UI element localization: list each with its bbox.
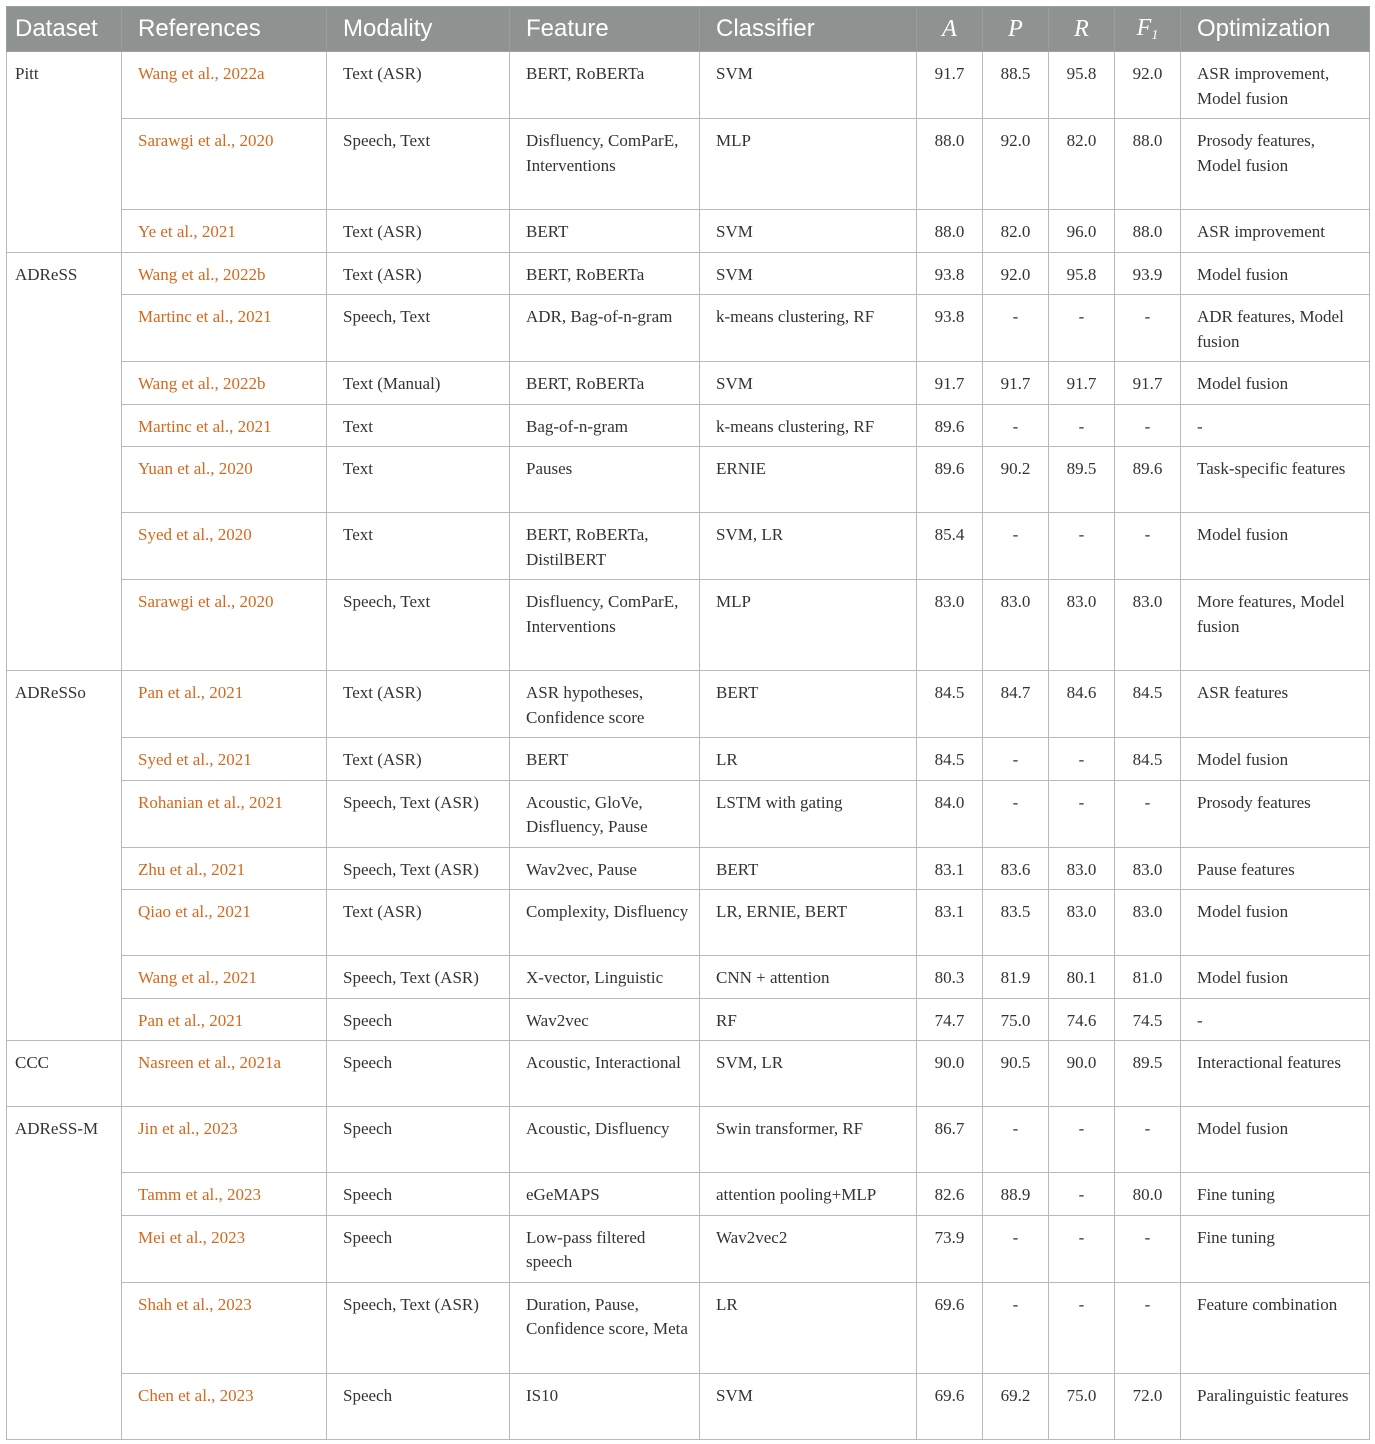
classifier-cell: attention pooling+MLP xyxy=(700,1173,917,1216)
modality-cell: Speech, Text (ASR) xyxy=(327,1282,510,1373)
reference-cell[interactable]: Tamm et al., 2023 xyxy=(122,1173,327,1216)
header-f1 xyxy=(1115,7,1181,52)
table-row xyxy=(7,998,1370,1041)
header-dataset: Dataset xyxy=(7,7,122,52)
precision-cell: 88.9 xyxy=(983,1173,1049,1216)
accuracy-cell: 90.0 xyxy=(917,1041,983,1107)
accuracy-cell: 88.0 xyxy=(917,210,983,253)
classifier-cell: k-means clustering, RF xyxy=(700,404,917,447)
classifier-cell: ERNIE xyxy=(700,447,917,513)
optimization-cell: ADR features, Model fusion xyxy=(1181,295,1370,362)
table-row xyxy=(7,210,1370,253)
precision-cell: - xyxy=(983,1107,1049,1173)
reference-cell[interactable]: Zhu et al., 2021 xyxy=(122,847,327,890)
classifier-cell: SVM xyxy=(700,52,917,119)
f1-cell: 83.0 xyxy=(1115,580,1181,671)
modality-cell: Text (Manual) xyxy=(327,362,510,405)
header-classifier: Classifier xyxy=(700,7,917,52)
accuracy-cell: 91.7 xyxy=(917,362,983,405)
precision-cell: 92.0 xyxy=(983,119,1049,210)
precision-cell: - xyxy=(983,404,1049,447)
recall-cell: - xyxy=(1049,404,1115,447)
feature-cell: Disfluency, ComParE, Interventions xyxy=(510,119,700,210)
classifier-cell: SVM xyxy=(700,252,917,295)
f1-cell: 92.0 xyxy=(1115,52,1181,119)
f1-cell: 72.0 xyxy=(1115,1373,1181,1439)
recall-cell: 82.0 xyxy=(1049,119,1115,210)
header-f1-base: F xyxy=(1136,14,1152,41)
classifier-cell: SVM xyxy=(700,1373,917,1439)
accuracy-cell: 69.6 xyxy=(917,1373,983,1439)
header-modality: Modality xyxy=(327,7,510,52)
f1-cell: 89.6 xyxy=(1115,447,1181,513)
reference-cell[interactable]: Sarawgi et al., 2020 xyxy=(122,119,327,210)
classifier-cell: k-means clustering, RF xyxy=(700,295,917,362)
accuracy-cell: 83.1 xyxy=(917,847,983,890)
feature-cell: Pauses xyxy=(510,447,700,513)
precision-cell: 91.7 xyxy=(983,362,1049,405)
dataset-cell xyxy=(7,847,122,890)
header-row xyxy=(7,7,1370,52)
table-row xyxy=(7,738,1370,781)
optimization-cell: Model fusion xyxy=(1181,362,1370,405)
optimization-cell: Task-specific features xyxy=(1181,447,1370,513)
accuracy-cell: 84.5 xyxy=(917,738,983,781)
modality-cell: Speech, Text xyxy=(327,119,510,210)
modality-cell: Text (ASR) xyxy=(327,671,510,738)
table-row xyxy=(7,1173,1370,1216)
optimization-cell: Model fusion xyxy=(1181,513,1370,580)
reference-cell[interactable]: Ye et al., 2021 xyxy=(122,210,327,253)
precision-cell: - xyxy=(983,738,1049,781)
feature-cell: Bag-of-n-gram xyxy=(510,404,700,447)
feature-cell: eGeMAPS xyxy=(510,1173,700,1216)
feature-cell: Complexity, Disfluency xyxy=(510,890,700,956)
modality-cell: Text xyxy=(327,447,510,513)
dataset-cell xyxy=(7,1173,122,1216)
dataset-cell xyxy=(7,362,122,405)
recall-cell: 90.0 xyxy=(1049,1041,1115,1107)
optimization-cell: Model fusion xyxy=(1181,738,1370,781)
f1-cell: 80.0 xyxy=(1115,1173,1181,1216)
accuracy-cell: 73.9 xyxy=(917,1215,983,1282)
precision-cell: - xyxy=(983,1215,1049,1282)
recall-cell: - xyxy=(1049,1215,1115,1282)
reference-cell[interactable]: Shah et al., 2023 xyxy=(122,1282,327,1373)
dataset-cell xyxy=(7,738,122,781)
optimization-cell: Fine tuning xyxy=(1181,1215,1370,1282)
dataset-cell xyxy=(7,1215,122,1282)
table-row xyxy=(7,513,1370,580)
recall-cell: 83.0 xyxy=(1049,890,1115,956)
accuracy-cell: 93.8 xyxy=(917,252,983,295)
recall-cell: - xyxy=(1049,513,1115,580)
feature-cell: Acoustic, GloVe, Disfluency, Pause xyxy=(510,780,700,847)
reference-cell[interactable]: Syed et al., 2021 xyxy=(122,738,327,781)
modality-cell: Speech, Text xyxy=(327,295,510,362)
classifier-cell: CNN + attention xyxy=(700,956,917,999)
modality-cell: Speech, Text xyxy=(327,580,510,671)
table-row xyxy=(7,362,1370,405)
table-row xyxy=(7,890,1370,956)
recall-cell: 96.0 xyxy=(1049,210,1115,253)
table-row xyxy=(7,580,1370,671)
reference-cell[interactable]: Martinc et al., 2021 xyxy=(122,295,327,362)
feature-cell: IS10 xyxy=(510,1373,700,1439)
classifier-cell: BERT xyxy=(700,847,917,890)
accuracy-cell: 88.0 xyxy=(917,119,983,210)
modality-cell: Text (ASR) xyxy=(327,890,510,956)
header-accuracy: A xyxy=(917,7,983,52)
dataset-cell: ADReSS-M xyxy=(7,1107,122,1173)
precision-cell: 88.5 xyxy=(983,52,1049,119)
optimization-cell: ASR improvement, Model fusion xyxy=(1181,52,1370,119)
classifier-cell: SVM xyxy=(700,210,917,253)
accuracy-cell: 74.7 xyxy=(917,998,983,1041)
modality-cell: Speech, Text (ASR) xyxy=(327,780,510,847)
precision-cell: 84.7 xyxy=(983,671,1049,738)
table-row xyxy=(7,119,1370,210)
f1-cell: 88.0 xyxy=(1115,119,1181,210)
classifier-cell: SVM, LR xyxy=(700,513,917,580)
classifier-cell: BERT xyxy=(700,671,917,738)
precision-cell: 83.6 xyxy=(983,847,1049,890)
feature-cell: Acoustic, Interactional xyxy=(510,1041,700,1107)
results-table xyxy=(6,6,1370,1440)
modality-cell: Speech, Text (ASR) xyxy=(327,847,510,890)
classifier-cell: LR xyxy=(700,1282,917,1373)
precision-cell: 83.5 xyxy=(983,890,1049,956)
optimization-cell: Pause features xyxy=(1181,847,1370,890)
f1-cell: 74.5 xyxy=(1115,998,1181,1041)
precision-cell: 81.9 xyxy=(983,956,1049,999)
accuracy-cell: 82.6 xyxy=(917,1173,983,1216)
feature-cell: BERT, RoBERTa xyxy=(510,252,700,295)
optimization-cell: - xyxy=(1181,998,1370,1041)
classifier-cell: MLP xyxy=(700,119,917,210)
optimization-cell: ASR improvement xyxy=(1181,210,1370,253)
recall-cell: 75.0 xyxy=(1049,1373,1115,1439)
table-row xyxy=(7,847,1370,890)
f1-cell: - xyxy=(1115,1282,1181,1373)
precision-cell: 90.2 xyxy=(983,447,1049,513)
reference-cell[interactable]: Wang et al., 2021 xyxy=(122,956,327,999)
reference-cell[interactable]: Pan et al., 2021 xyxy=(122,671,327,738)
table-row xyxy=(7,671,1370,738)
recall-cell: 74.6 xyxy=(1049,998,1115,1041)
modality-cell: Text (ASR) xyxy=(327,210,510,253)
modality-cell: Speech, Text (ASR) xyxy=(327,956,510,999)
f1-cell: 84.5 xyxy=(1115,671,1181,738)
table-row xyxy=(7,956,1370,999)
dataset-cell xyxy=(7,890,122,956)
accuracy-cell: 83.1 xyxy=(917,890,983,956)
feature-cell: ASR hypotheses, Confidence score xyxy=(510,671,700,738)
reference-cell[interactable]: Wang et al., 2022a xyxy=(122,52,327,119)
header-precision: P xyxy=(983,7,1049,52)
f1-cell: - xyxy=(1115,295,1181,362)
f1-cell: 84.5 xyxy=(1115,738,1181,781)
dataset-cell xyxy=(7,295,122,362)
modality-cell: Speech xyxy=(327,998,510,1041)
reference-cell[interactable]: Wang et al., 2022b xyxy=(122,362,327,405)
optimization-cell: Model fusion xyxy=(1181,252,1370,295)
feature-cell: Acoustic, Disfluency xyxy=(510,1107,700,1173)
dataset-cell: CCC xyxy=(7,1041,122,1107)
feature-cell: ADR, Bag-of-n-gram xyxy=(510,295,700,362)
reference-cell[interactable]: Pan et al., 2021 xyxy=(122,998,327,1041)
reference-cell[interactable]: Sarawgi et al., 2020 xyxy=(122,580,327,671)
accuracy-cell: 93.8 xyxy=(917,295,983,362)
precision-cell: 75.0 xyxy=(983,998,1049,1041)
recall-cell: 84.6 xyxy=(1049,671,1115,738)
reference-cell[interactable]: Qiao et al., 2021 xyxy=(122,890,327,956)
accuracy-cell: 80.3 xyxy=(917,956,983,999)
modality-cell: Text xyxy=(327,404,510,447)
header-feature: Feature xyxy=(510,7,700,52)
precision-cell: - xyxy=(983,780,1049,847)
dataset-cell xyxy=(7,580,122,671)
reference-cell[interactable]: Yuan et al., 2020 xyxy=(122,447,327,513)
reference-cell[interactable]: Chen et al., 2023 xyxy=(122,1373,327,1439)
recall-cell: 83.0 xyxy=(1049,847,1115,890)
classifier-cell: SVM, LR xyxy=(700,1041,917,1107)
dataset-cell xyxy=(7,998,122,1041)
modality-cell: Speech xyxy=(327,1041,510,1107)
f1-cell: 83.0 xyxy=(1115,890,1181,956)
precision-cell: - xyxy=(983,295,1049,362)
recall-cell: - xyxy=(1049,780,1115,847)
dataset-cell xyxy=(7,447,122,513)
dataset-cell xyxy=(7,513,122,580)
f1-cell: 93.9 xyxy=(1115,252,1181,295)
modality-cell: Text (ASR) xyxy=(327,738,510,781)
optimization-cell: Prosody features, Model fusion xyxy=(1181,119,1370,210)
f1-cell: 88.0 xyxy=(1115,210,1181,253)
reference-cell[interactable]: Jin et al., 2023 xyxy=(122,1107,327,1173)
recall-cell: - xyxy=(1049,1107,1115,1173)
modality-cell: Speech xyxy=(327,1373,510,1439)
f1-cell: 89.5 xyxy=(1115,1041,1181,1107)
modality-cell: Speech xyxy=(327,1215,510,1282)
recall-cell: - xyxy=(1049,1282,1115,1373)
f1-cell: 83.0 xyxy=(1115,847,1181,890)
dataset-cell xyxy=(7,1282,122,1373)
feature-cell: BERT xyxy=(510,210,700,253)
table-row xyxy=(7,447,1370,513)
f1-cell: - xyxy=(1115,780,1181,847)
classifier-cell: LR, ERNIE, BERT xyxy=(700,890,917,956)
recall-cell: - xyxy=(1049,295,1115,362)
optimization-cell: ASR features xyxy=(1181,671,1370,738)
optimization-cell: Prosody features xyxy=(1181,780,1370,847)
reference-cell[interactable]: Rohanian et al., 2021 xyxy=(122,780,327,847)
reference-cell[interactable]: Wang et al., 2022b xyxy=(122,252,327,295)
feature-cell: X-vector, Linguistic xyxy=(510,956,700,999)
feature-cell: Wav2vec, Pause xyxy=(510,847,700,890)
recall-cell: 80.1 xyxy=(1049,956,1115,999)
accuracy-cell: 84.5 xyxy=(917,671,983,738)
optimization-cell: Model fusion xyxy=(1181,890,1370,956)
feature-cell: Low-pass filtered speech xyxy=(510,1215,700,1282)
optimization-cell: Model fusion xyxy=(1181,1107,1370,1173)
precision-cell: - xyxy=(983,1282,1049,1373)
feature-cell: Disfluency, ComParE, Interventions xyxy=(510,580,700,671)
dataset-cell: Pitt xyxy=(7,52,122,119)
modality-cell: Speech xyxy=(327,1107,510,1173)
header-recall: R xyxy=(1049,7,1115,52)
optimization-cell: Interactional features xyxy=(1181,1041,1370,1107)
dataset-cell xyxy=(7,119,122,210)
reference-cell[interactable]: Syed et al., 2020 xyxy=(122,513,327,580)
recall-cell: - xyxy=(1049,1173,1115,1216)
f1-cell: - xyxy=(1115,1215,1181,1282)
table-row xyxy=(7,252,1370,295)
classifier-cell: LSTM with gating xyxy=(700,780,917,847)
dataset-cell xyxy=(7,404,122,447)
f1-cell: - xyxy=(1115,1107,1181,1173)
recall-cell: 91.7 xyxy=(1049,362,1115,405)
accuracy-cell: 86.7 xyxy=(917,1107,983,1173)
precision-cell: 92.0 xyxy=(983,252,1049,295)
recall-cell: 83.0 xyxy=(1049,580,1115,671)
accuracy-cell: 91.7 xyxy=(917,52,983,119)
table-row xyxy=(7,52,1370,119)
accuracy-cell: 84.0 xyxy=(917,780,983,847)
recall-cell: - xyxy=(1049,738,1115,781)
accuracy-cell: 89.6 xyxy=(917,447,983,513)
classifier-cell: SVM xyxy=(700,362,917,405)
dataset-cell xyxy=(7,780,122,847)
f1-cell: 81.0 xyxy=(1115,956,1181,999)
accuracy-cell: 89.6 xyxy=(917,404,983,447)
recall-cell: 89.5 xyxy=(1049,447,1115,513)
precision-cell: - xyxy=(983,513,1049,580)
modality-cell: Text (ASR) xyxy=(327,252,510,295)
precision-cell: 69.2 xyxy=(983,1373,1049,1439)
header-references: References xyxy=(122,7,327,52)
accuracy-cell: 83.0 xyxy=(917,580,983,671)
recall-cell: 95.8 xyxy=(1049,252,1115,295)
precision-cell: 82.0 xyxy=(983,210,1049,253)
modality-cell: Text xyxy=(327,513,510,580)
recall-cell: 95.8 xyxy=(1049,52,1115,119)
table-row xyxy=(7,1373,1370,1439)
accuracy-cell: 69.6 xyxy=(917,1282,983,1373)
optimization-cell: - xyxy=(1181,404,1370,447)
classifier-cell: Wav2vec2 xyxy=(700,1215,917,1282)
table-row xyxy=(7,1215,1370,1282)
feature-cell: Duration, Pause, Confidence score, Meta xyxy=(510,1282,700,1373)
f1-cell: - xyxy=(1115,404,1181,447)
table-body xyxy=(7,52,1370,1440)
dataset-cell xyxy=(7,1373,122,1439)
modality-cell: Text (ASR) xyxy=(327,52,510,119)
feature-cell: BERT, RoBERTa xyxy=(510,362,700,405)
f1-cell: - xyxy=(1115,513,1181,580)
reference-cell[interactable]: Martinc et al., 2021 xyxy=(122,404,327,447)
optimization-cell: Feature combination xyxy=(1181,1282,1370,1373)
dataset-cell: ADReSS xyxy=(7,252,122,295)
classifier-cell: Swin transformer, RF xyxy=(700,1107,917,1173)
header-f1-sub: 1 xyxy=(1151,27,1159,43)
precision-cell: 83.0 xyxy=(983,580,1049,671)
table-row xyxy=(7,295,1370,362)
reference-cell[interactable]: Mei et al., 2023 xyxy=(122,1215,327,1282)
table-row xyxy=(7,404,1370,447)
precision-cell: 90.5 xyxy=(983,1041,1049,1107)
reference-cell[interactable]: Nasreen et al., 2021a xyxy=(122,1041,327,1107)
optimization-cell: Fine tuning xyxy=(1181,1173,1370,1216)
optimization-cell: More features, Model fusion xyxy=(1181,580,1370,671)
table-row xyxy=(7,1107,1370,1173)
dataset-cell: ADReSSo xyxy=(7,671,122,738)
table-row xyxy=(7,1282,1370,1373)
classifier-cell: LR xyxy=(700,738,917,781)
header-optimization: Optimization xyxy=(1181,7,1370,52)
dataset-cell xyxy=(7,210,122,253)
feature-cell: BERT, RoBERTa xyxy=(510,52,700,119)
optimization-cell: Model fusion xyxy=(1181,956,1370,999)
dataset-cell xyxy=(7,956,122,999)
modality-cell: Speech xyxy=(327,1173,510,1216)
optimization-cell: Paralinguistic features xyxy=(1181,1373,1370,1439)
feature-cell: Wav2vec xyxy=(510,998,700,1041)
table-row xyxy=(7,780,1370,847)
feature-cell: BERT xyxy=(510,738,700,781)
classifier-cell: RF xyxy=(700,998,917,1041)
feature-cell: BERT, RoBERTa, DistilBERT xyxy=(510,513,700,580)
table-row xyxy=(7,1041,1370,1107)
f1-cell: 91.7 xyxy=(1115,362,1181,405)
classifier-cell: MLP xyxy=(700,580,917,671)
accuracy-cell: 85.4 xyxy=(917,513,983,580)
